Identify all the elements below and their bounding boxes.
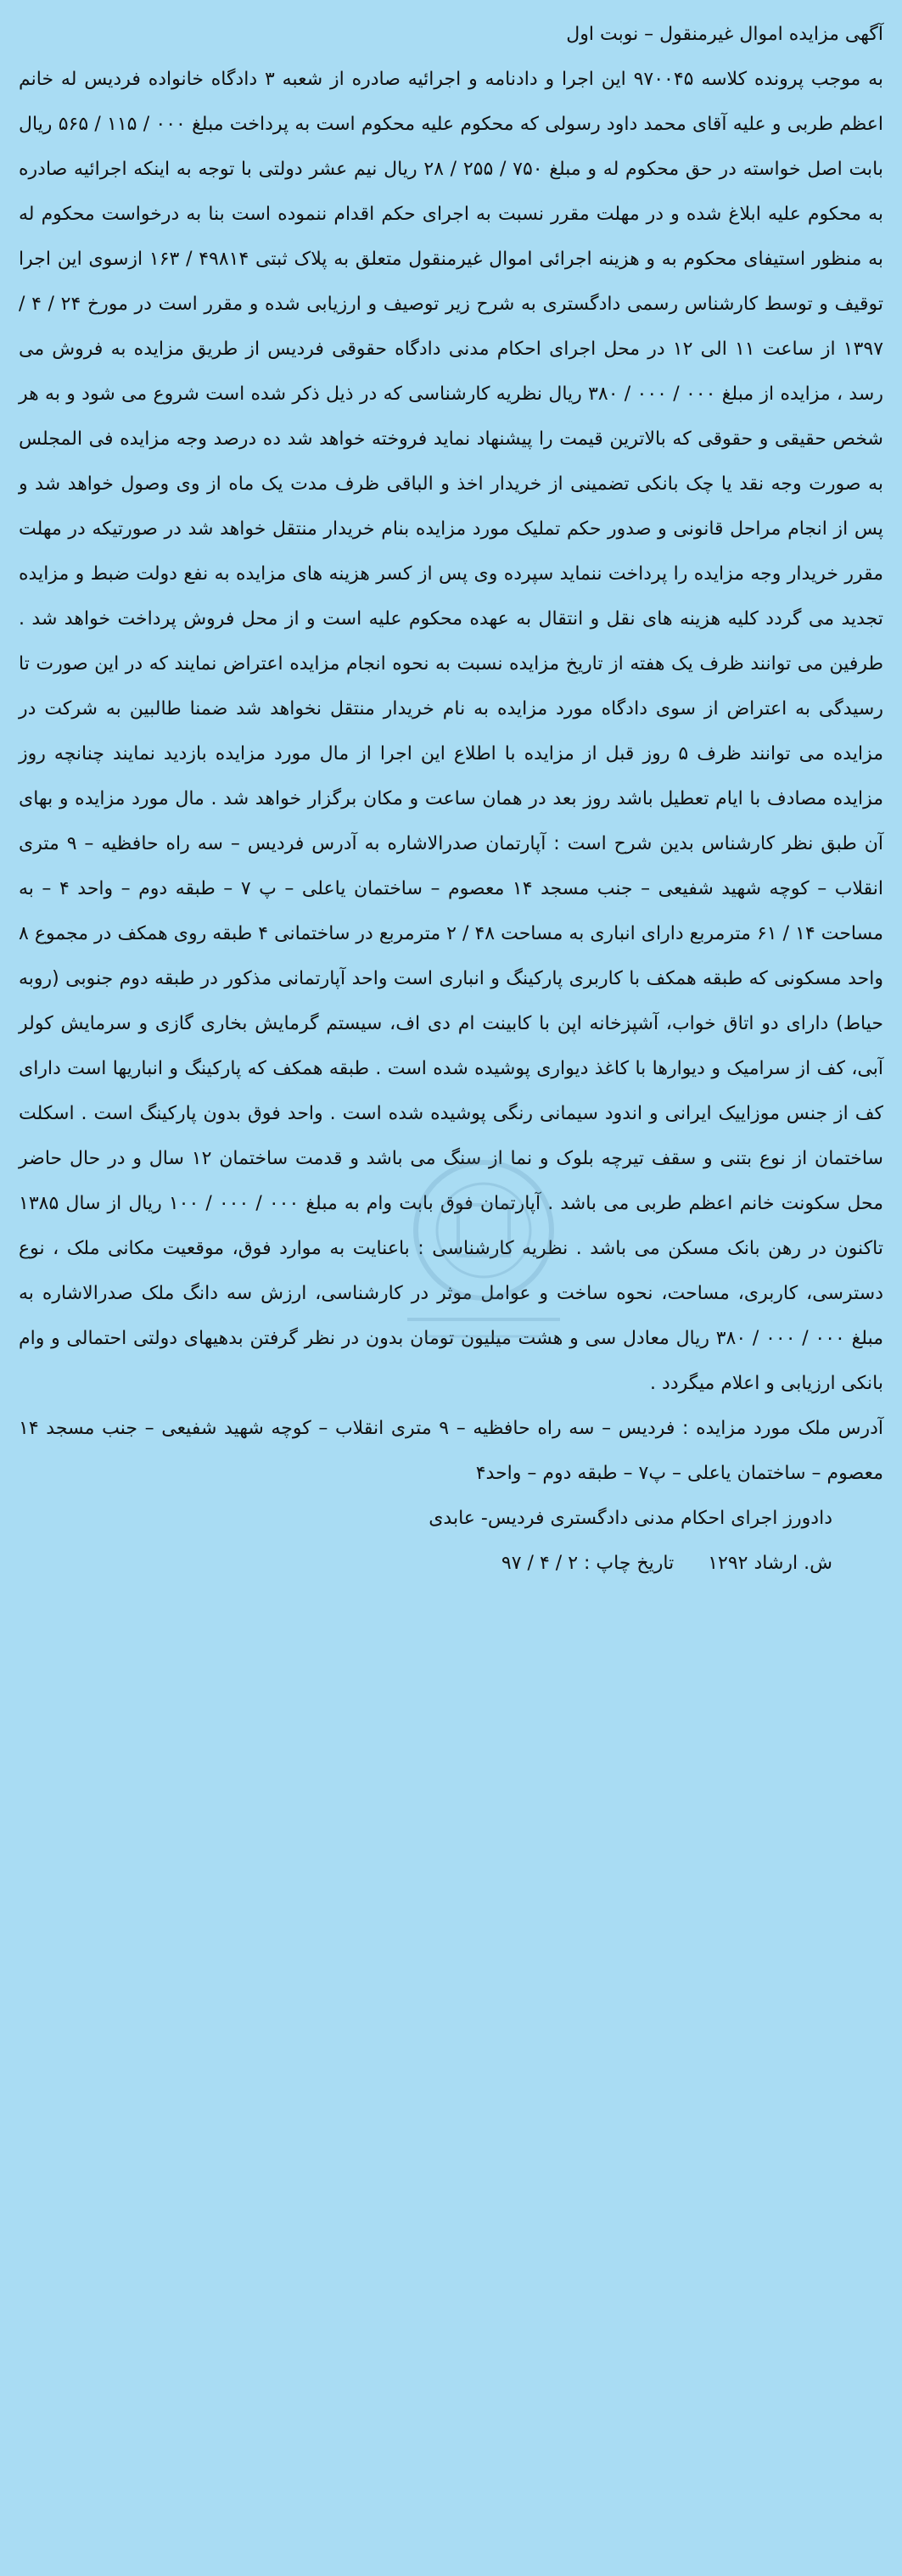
print-date: تاریخ چاپ : ۲ / ۴ / ۹۷ xyxy=(501,1553,675,1574)
irshad-number: ش. ارشاد ۱۲۹۲ xyxy=(708,1553,832,1574)
enforcement-officer-signature: دادورز اجرای احکام مدنی دادگستری فردیس- عابدی xyxy=(429,1508,832,1529)
property-address: آدرس ملک مورد مزایده : فردیس – سه راه حافظیه – ۹ متری انقلاب – کوچه شهید شفیعی – جنب مسجد ۱۴ معصوم – ساختمان یاعلی – پ۷ – طبقه دوم – واحد۴ xyxy=(19,1418,884,1484)
publication-meta xyxy=(19,1541,883,1586)
notice-title: آگهی مزایده اموال غیرمنقول – نوبت اول xyxy=(566,24,883,45)
notice-body: به موجب پرونده کلاسه ۹۷۰۰۴۵ این اجرا و دادنامه و اجرائیه صادره از شعبه ۳ دادگاه خانواده فردیس له خانم اعظم طربی و علیه آقای محمد داود رسولی که محکوم علیه محکوم است به پرداخت مبلغ ۰۰۰ / ۱۱۵ / ۵۶۵ ریال بابت اصل خواسته در حق محکوم له و مبلغ ۷۵۰ / ۲۵۵ / ۲۸ ریال نیم عشر دولتی با توجه به اینکه اجرائیه صادره به محکوم علیه ابلاغ شده و در مهلت مقرر نسبت به اجرای حکم اقدام ننموده است بنا به درخواست محکوم له به منظور استیفای محکوم به و هزینه اجرائی اموال غیرمنقول متعلق به پلاک ثبتی ۴۹۸۱۴ / ۱۶۳ ازسوی این اجرا توقیف و توسط کارشناس رسمی دادگستری به شرح زیر توصیف و ارزیابی شده و مقرر است در مورخ ۲۴ / ۴ / ۱۳۹۷ از ساعت ۱۱ الی ۱۲ در محل اجرای احکام مدنی دادگاه حقوقی فردیس از طریق مزایده به فروش می رسد ، مزایده از مبلغ ۰۰۰ / ۰۰۰ / ۳۸۰ ریال نظریه کارشناسی که در ذیل ذکر شده است شروع می شود و به هر شخص حقیقی و حقوقی که بالاترین قیمت را پیشنهاد نماید فروخته خواهد شد ده درصد وجه مزایده فی المجلس به صورت وجه نقد یا چک بانکی تضمینی از خریدار اخذ و الباقی ظرف مدت یک ماه از وی وصول خواهد شد و پس از انجام مراحل قانونی و صدور حکم تملیک مورد مزایده بنام خریدار منتقل خواهد شد در صورتیکه در مهلت مقرر خریدار وجه مزایده را پرداخت ننماید سپرده وی پس از کسر هزینه های مزایده به نفع دولت ضبط و مزایده تجدید می گردد کلیه هزینه های نقل و انتقال به عهده محکوم علیه است و از محل فروش پرداخت خواهد شد . طرفین می توانند ظرف یک هفته از تاریخ مزایده نسبت به نحوه انجام مزایده اعتراض نمایند که در این صورت تا رسیدگی به اعتراض از سوی دادگاه مورد مزایده به نام خریدار منتقل نخواهد شد ضمنا طالبین به شرکت در مزایده می توانند ظرف ۵ روز قبل از مزایده با اطلاع این اجرا از مال مورد مزایده بازدید نمایند چنانچه روز مزایده مصادف با ایام تعطیل باشد روز بعد در همان ساعت و مکان برگزار خواهد شد . مال مورد مزایده و بهای آن طبق نظر کارشناس بدین شرح است : آپارتمان صدرالاشاره به آدرس فردیس – سه راه حافظیه – ۹ متری انقلاب – کوچه شهید شفیعی – جنب مسجد ۱۴ معصوم – ساختمان یاعلی – پ ۷ – طبقه دوم – واحد ۴ – به مساحت ۱۴ / ۶۱ مترمربع دارای انباری به مساحت ۴۸ / ۲ مترمربع در ساختمانی ۴ طبقه روی همکف در مجموع ۸ واحد مسکونی که طبقه همکف با کاربری پارکینگ و انباری است واحد آپارتمانی مذکور در طبقه دوم جنوبی (روبه حیاط) دارای دو اتاق خواب، آشپزخانه اپن با کابینت ام دی اف، سیستم گرمایش بخاری گازی و سرمایش کولر آبی، کف از سرامیک و دیوارها با کاغذ دیواری پوشیده شده است . طبقه همکف که پارکینگ و انباریها است دارای کف از جنس موزاییک ایرانی و اندود سیمانی رنگی پوشیده شده است . واحد فوق بدون پارکینگ است . اسکلت ساختمان از نوع بتنی و سقف تیرچه بلوک و نما از سنگ می باشد و قدمت ساختمان ۱۲ سال و در حال حاضر محل سکونت خانم اعظم طربی می باشد . آپارتمان فوق بابت وام به مبلغ ۰۰۰ / ۰۰۰ / ۱۰۰ ریال از سال ۱۳۸۵ تاکنون در رهن بانک مسکن می باشد . نظریه کارشناسی : باعنایت به موارد فوق، موقعیت مکانی ملک ، نوع دسترسی، کاربری، مساحت، نحوه ساخت و عوامل موثر در کارشناسی، ارزش سه دانگ ملک صدرالاشاره به مبلغ ۰۰۰ / ۰۰۰ / ۳۸۰ ریال معادل سی و هشت میلیون تومان بدون در نظر گرفتن بدهیهای دولتی احتمالی و وام بانکی ارزیابی و اعلام میگردد . xyxy=(19,69,884,1394)
